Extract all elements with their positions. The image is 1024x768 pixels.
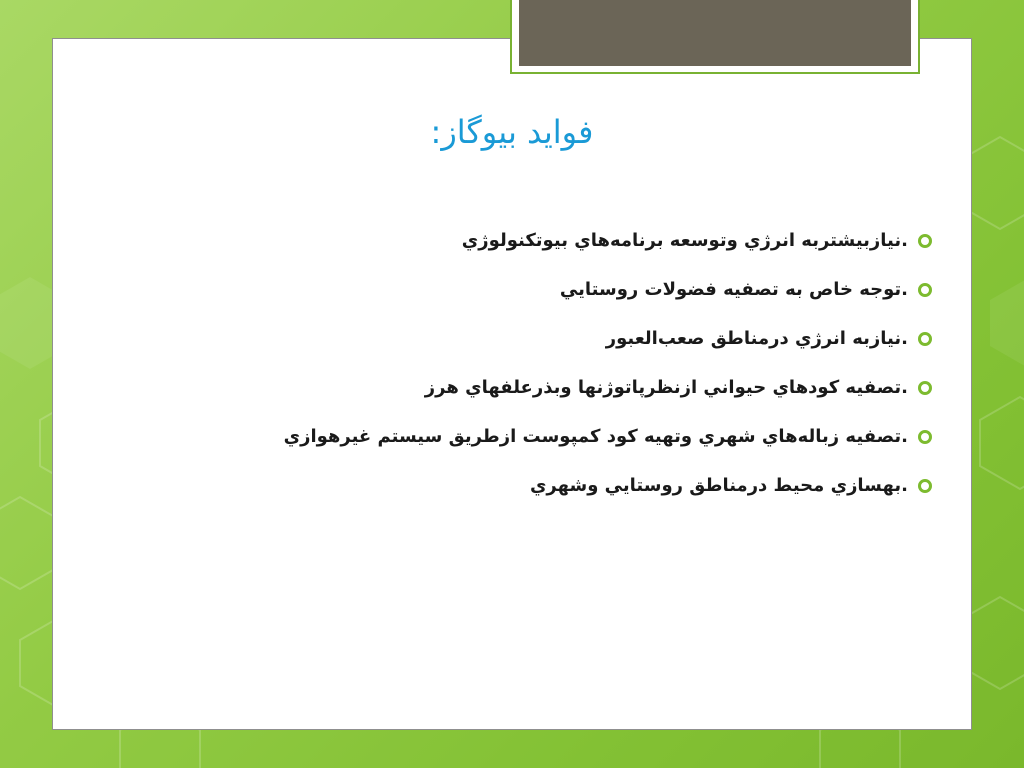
- circle-bullet-icon: [918, 234, 932, 248]
- list-item: [60, 412, 932, 461]
- circle-bullet-icon: [918, 430, 932, 444]
- list-item: [60, 216, 932, 265]
- bullet-text: نيازبه انرژي درمناطق صعب‌العبور.: [605, 328, 908, 349]
- list-item: [60, 461, 932, 510]
- slide-title: فواید بیوگاز:: [430, 113, 594, 151]
- circle-bullet-icon: [918, 283, 932, 297]
- circle-bullet-icon: [918, 479, 932, 493]
- bullet-text: بهسازي محيط درمناطق روستايي وشهري.: [529, 475, 908, 496]
- bullet-list: [60, 216, 932, 510]
- list-item: [60, 314, 932, 363]
- circle-bullet-icon: [918, 381, 932, 395]
- bullet-text: نيازبيشتربه انرژي وتوسعه برنامه‌هاي بيوتکنولوژي.: [461, 230, 908, 251]
- header-dark-rectangle: [519, 0, 911, 66]
- header-decoration: [510, 0, 920, 74]
- list-item: [60, 265, 932, 314]
- list-item: [60, 363, 932, 412]
- circle-bullet-icon: [918, 332, 932, 346]
- bullet-text: توجه خاص به تصفيه فضولات روستايي.: [559, 279, 908, 300]
- bullet-text: تصفيه کودهاي حيواني ازنظرپاتوژنها وبذرعلفهاي هرز.: [424, 377, 908, 398]
- bullet-text: تصفيه زباله‌هاي شهري وتهيه کود کمپوست ازطريق سيستم غيرهوازي.: [283, 426, 908, 447]
